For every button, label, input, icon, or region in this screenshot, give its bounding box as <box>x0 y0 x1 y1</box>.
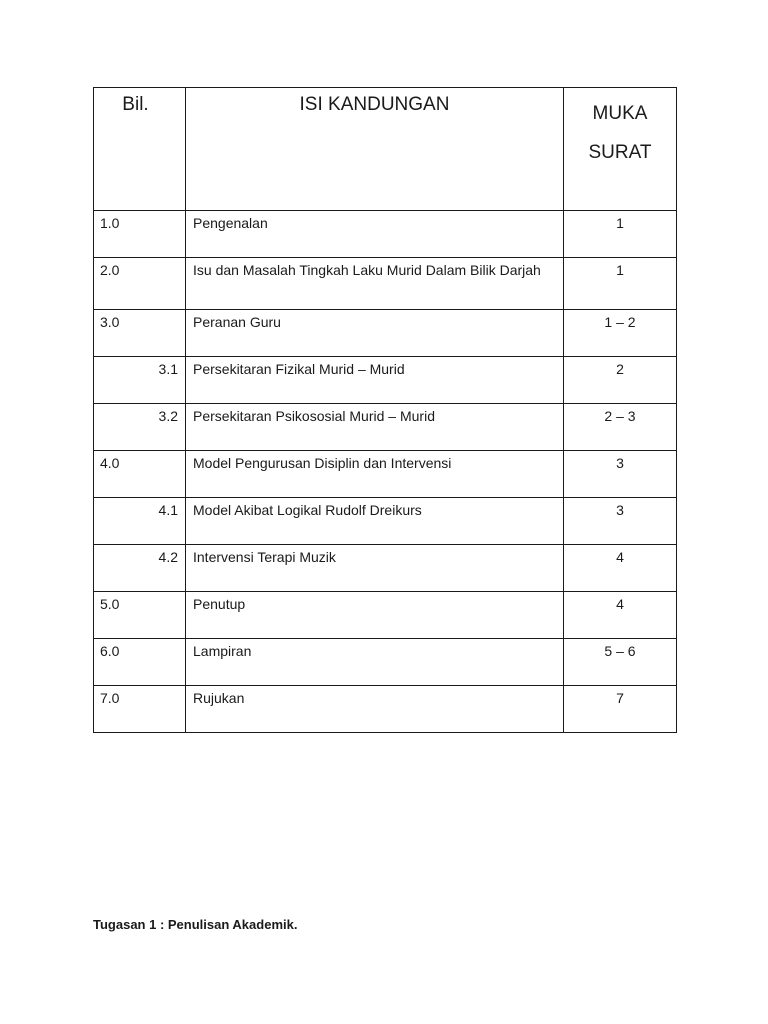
row-page: 5 – 6 <box>564 639 677 686</box>
row-page: 1 – 2 <box>564 310 677 357</box>
row-title: Model Pengurusan Disiplin dan Intervensi <box>186 451 564 498</box>
table-row <box>94 639 677 686</box>
row-title: Rujukan <box>186 686 564 733</box>
table-header-row <box>94 88 677 211</box>
row-title: Penutup <box>186 592 564 639</box>
row-number: 4.0 <box>94 451 186 498</box>
row-number: 2.0 <box>94 258 186 310</box>
row-page: 2 – 3 <box>564 404 677 451</box>
row-number: 3.0 <box>94 310 186 357</box>
row-number: 5.0 <box>94 592 186 639</box>
row-title: Peranan Guru <box>186 310 564 357</box>
row-page: 4 <box>564 545 677 592</box>
table-row <box>94 211 677 258</box>
row-number: 3.2 <box>94 404 186 451</box>
row-page: 1 <box>564 258 677 310</box>
row-title: Pengenalan <box>186 211 564 258</box>
row-number: 3.1 <box>94 357 186 404</box>
row-number: 7.0 <box>94 686 186 733</box>
row-number: 4.2 <box>94 545 186 592</box>
table-of-contents <box>93 87 677 733</box>
row-page: 3 <box>564 451 677 498</box>
header-page: MUKA SURAT <box>564 88 677 211</box>
row-page: 3 <box>564 498 677 545</box>
row-title: Model Akibat Logikal Rudolf Dreikurs <box>186 498 564 545</box>
row-number: 4.1 <box>94 498 186 545</box>
table-row <box>94 545 677 592</box>
header-number: Bil. <box>94 88 186 211</box>
table-row <box>94 357 677 404</box>
table-row <box>94 451 677 498</box>
row-page: 7 <box>564 686 677 733</box>
row-page: 4 <box>564 592 677 639</box>
row-title: Intervensi Terapi Muzik <box>186 545 564 592</box>
row-number: 1.0 <box>94 211 186 258</box>
table-row <box>94 310 677 357</box>
row-title: Persekitaran Psikososial Murid – Murid <box>186 404 564 451</box>
table-row <box>94 498 677 545</box>
row-title: Isu dan Masalah Tingkah Laku Murid Dalam Bilik Darjah <box>186 258 564 310</box>
assignment-footer: Tugasan 1 : Penulisan Akademik. <box>93 917 298 932</box>
header-content: ISI KANDUNGAN <box>186 88 564 211</box>
table-row <box>94 258 677 310</box>
row-title: Lampiran <box>186 639 564 686</box>
row-number: 6.0 <box>94 639 186 686</box>
row-page: 2 <box>564 357 677 404</box>
table-row <box>94 404 677 451</box>
table-row <box>94 592 677 639</box>
row-title: Persekitaran Fizikal Murid – Murid <box>186 357 564 404</box>
row-page: 1 <box>564 211 677 258</box>
table-row <box>94 686 677 733</box>
